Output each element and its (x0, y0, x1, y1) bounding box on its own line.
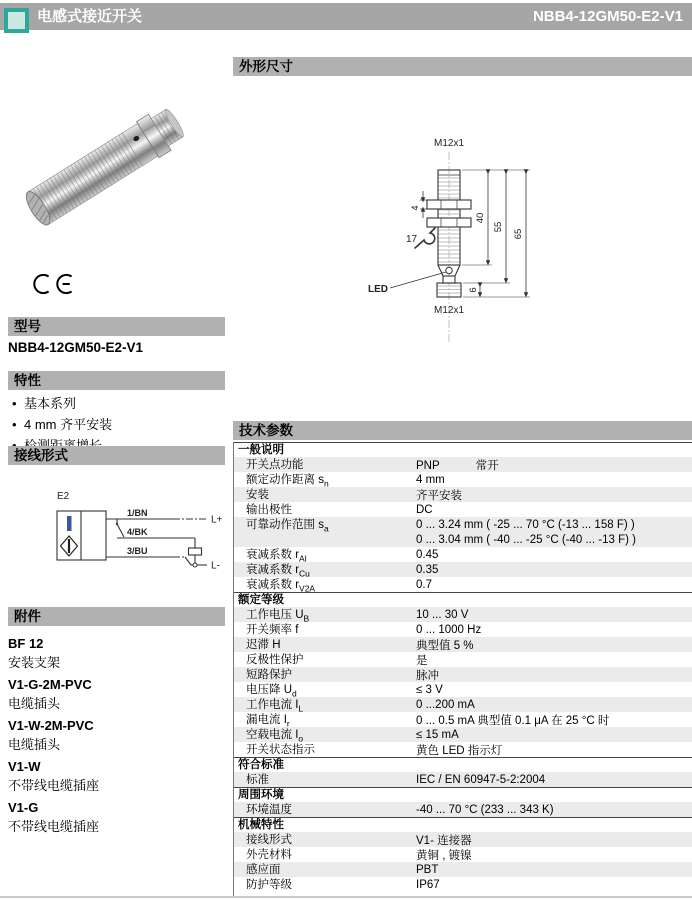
section-header-model (8, 317, 225, 336)
tech-row-value: 4 mm (416, 473, 445, 486)
tech-group-title: 周围环境 (238, 789, 284, 801)
inductive-symbol (67, 516, 72, 531)
accessory-item (8, 675, 225, 713)
accessory-item (8, 798, 225, 836)
load-symbol (189, 548, 202, 555)
tech-row (234, 532, 692, 547)
feature-text: 4 mm 齐平安装 (24, 417, 113, 432)
tech-row-label: 衰减系数 $r_{Al}$ (246, 548, 307, 564)
tech-row (234, 472, 692, 487)
feature-text: 基本系列 (24, 396, 77, 411)
accessory-name: V1-G (8, 800, 39, 815)
ce-mark-icon (30, 270, 76, 298)
bullet-icon: • (12, 417, 17, 432)
dim-thread-top-label: M12x1 (433, 138, 465, 149)
accessory-item (8, 634, 225, 672)
tech-group-header (234, 442, 692, 457)
section-title-dimensions: 外形尺寸 (239, 59, 293, 74)
pin1-label: 1/BN (127, 508, 148, 518)
tech-row (234, 547, 692, 562)
tech-row-value: 0 ... 3.04 mm ( -40 ... -25 °C (-40 ... -13 F) ) (416, 533, 636, 546)
pin2-label: 4/BK (127, 527, 148, 537)
tech-row-value: 是 (416, 654, 428, 667)
tech-row-value: 黄铜 , 镀镍 (416, 849, 472, 862)
page-title: 电感式接近开关 (37, 8, 143, 25)
dim-mid-label: 55 (493, 221, 504, 233)
tech-row-value: 0.7 (416, 578, 432, 591)
tech-row-value: 0 ... 3.24 mm ( -25 ... 70 °C (-13 ... 158 F) ) (416, 518, 635, 531)
tech-row-label: 衰减系数 $r_{Cu}$ (246, 563, 310, 579)
dim-led-label: LED (368, 284, 388, 295)
wiring-variant-label: E2 (57, 491, 70, 502)
lminus-label: L- (211, 560, 220, 572)
tech-row-value: ≤ 15 mA (416, 728, 459, 741)
dim-nut-label: 4 (410, 205, 420, 211)
dim-total-label: 65 (513, 228, 524, 240)
dim-wrench-label: 17 (406, 234, 418, 245)
tech-row-value: 0 ... 0.5 mA 典型值 0.1 μA 在 25 °C 时 (416, 714, 610, 727)
page-footer-divider (0, 896, 692, 898)
accessory-description: 不带线电缆插座 (8, 778, 100, 793)
tech-row-value: DC (416, 503, 433, 516)
tech-row-value: 典型值 5 % (416, 639, 474, 652)
tech-row-label: 感应面 (246, 863, 281, 876)
tech-row (234, 727, 692, 742)
tech-row-value: IP67 (416, 878, 440, 891)
tech-row-label: 衰减系数 $r_{V2A}$ (246, 578, 316, 594)
tech-group-header (234, 787, 692, 802)
accessory-name: V1-W-2M-PVC (8, 718, 94, 733)
tech-row-value: PNP 常开 (416, 459, 499, 472)
tech-row (234, 487, 692, 502)
tech-row (234, 772, 692, 787)
product-photo (16, 62, 208, 267)
tech-group-header (234, 817, 692, 832)
bullet-icon: • (12, 396, 17, 411)
feature-item (8, 393, 225, 414)
accessory-description: 电缆插头 (8, 696, 61, 711)
tech-row (234, 697, 692, 712)
section-header-features (8, 371, 225, 390)
accessory-name: BF 12 (8, 636, 44, 651)
tech-row-label: 环境温度 (246, 803, 292, 816)
tech-row (234, 877, 692, 892)
section-title-tech: 技术参数 (239, 423, 293, 438)
wiring-diagram (45, 486, 230, 588)
tech-row-label: 空载电流 $I_o$ (246, 728, 304, 744)
tech-row-value: 0 ...200 mA (416, 698, 475, 711)
tech-group-header (234, 757, 692, 772)
accessory-description: 不带线电缆插座 (8, 819, 100, 834)
tech-row (234, 517, 692, 532)
tech-row-label: 安装 (246, 488, 269, 501)
tech-row (234, 637, 692, 652)
section-header-tech (233, 421, 692, 440)
tech-row-label: 反极性保护 (246, 653, 304, 666)
tech-row-label: 短路保护 (246, 668, 292, 681)
section-title-features: 特性 (14, 373, 41, 388)
lplus-label: L+ (211, 514, 223, 526)
tech-group-title: 一般说明 (238, 444, 284, 456)
tech-row-label: 输出极性 (246, 503, 292, 516)
wrench-icon (415, 228, 435, 248)
tech-row (234, 502, 692, 517)
tech-row-value: PBT (416, 863, 439, 876)
tech-group-title: 机械特性 (238, 819, 284, 831)
tech-group-header (234, 592, 692, 607)
tech-group-title: 符合标准 (238, 759, 284, 771)
tech-row-label: 可靠动作范围 $s_a$ (246, 518, 329, 534)
tech-row-value: 齐平安装 (416, 489, 462, 502)
tech-row-value: IEC / EN 60947-5-2:2004 (416, 773, 546, 786)
feature-item (8, 414, 225, 435)
dim-body-label: 40 (475, 212, 486, 224)
title-bar (0, 3, 692, 30)
brand-cube-icon (4, 8, 29, 33)
tech-row (234, 802, 692, 817)
tech-group-title: 额定等级 (238, 594, 284, 606)
accessory-name: V1-W (8, 759, 41, 774)
tech-row-value: 脉冲 (416, 669, 439, 682)
dimension-drawing (340, 92, 580, 354)
tech-row-value: 0.45 (416, 548, 439, 561)
tech-row (234, 622, 692, 637)
tech-row (234, 847, 692, 862)
tech-row (234, 577, 692, 592)
tech-row-label: 迟滞 H (246, 638, 281, 651)
section-header-wiring (8, 446, 225, 465)
tech-row-label: 开关频率 f (246, 623, 299, 636)
tech-row-label: 外壳材料 (246, 848, 292, 861)
model-value: NBB4-12GM50-E2-V1 (8, 340, 144, 355)
tech-row-value: ≤ 3 V (416, 683, 443, 696)
tech-row-label: 工作电流 $I_L$ (246, 698, 304, 714)
tech-row-label: 开关点功能 (246, 458, 304, 471)
tech-row-label: 额定动作距离 $s_n$ (246, 473, 329, 489)
section-header-accessories (8, 607, 225, 626)
tech-row-value2: 常开 (475, 459, 499, 472)
section-title-accessories: 附件 (14, 609, 41, 624)
section-title-wiring: 接线形式 (14, 448, 68, 463)
tech-row-label: 漏电流 $I_r$ (246, 713, 290, 729)
tech-row-value: 黄色 LED 指示灯 (416, 744, 503, 757)
accessories-list (8, 631, 225, 836)
tech-row-label: 开关状态指示 (246, 743, 315, 756)
pin3-label: 3/BU (127, 546, 148, 556)
tech-row-label: 电压降 $U_d$ (246, 683, 297, 699)
tech-row-label: 标准 (246, 773, 269, 786)
tech-row-value: 10 ... 30 V (416, 608, 469, 621)
tech-row-value: 0 ... 1000 Hz (416, 623, 482, 636)
accessory-description: 安装支架 (8, 655, 61, 670)
tech-table (233, 442, 692, 897)
section-title-model: 型号 (14, 319, 41, 334)
accessory-description: 电缆插头 (8, 737, 61, 752)
section-header-dimensions (233, 57, 692, 76)
tech-row (234, 457, 692, 472)
tech-row-label: 防护等级 (246, 878, 292, 891)
dim-connector-label: 6 (468, 287, 479, 293)
model-number-header: NBB4-12GM50-E2-V1 (532, 8, 683, 25)
tech-row (234, 682, 692, 697)
accessory-name: V1-G-2M-PVC (8, 677, 92, 692)
dim-thread-bottom-label: M12x1 (433, 305, 465, 316)
tech-row (234, 712, 692, 727)
accessory-item (8, 716, 225, 754)
tech-row (234, 832, 692, 847)
tech-row-label: 接线形式 (246, 833, 292, 846)
tech-row-label: 工作电压 $U_B$ (246, 608, 310, 624)
tech-row-value: V1- 连接器 (416, 834, 472, 847)
tech-row (234, 862, 692, 877)
tech-row-value: 0.35 (416, 563, 439, 576)
tech-row-value: -40 ... 70 °C (233 ... 343 K) (416, 803, 554, 816)
accessory-item (8, 757, 225, 795)
tech-row (234, 652, 692, 667)
tech-row (234, 667, 692, 682)
tech-row (234, 742, 692, 757)
tech-row (234, 607, 692, 622)
tech-row (234, 562, 692, 577)
